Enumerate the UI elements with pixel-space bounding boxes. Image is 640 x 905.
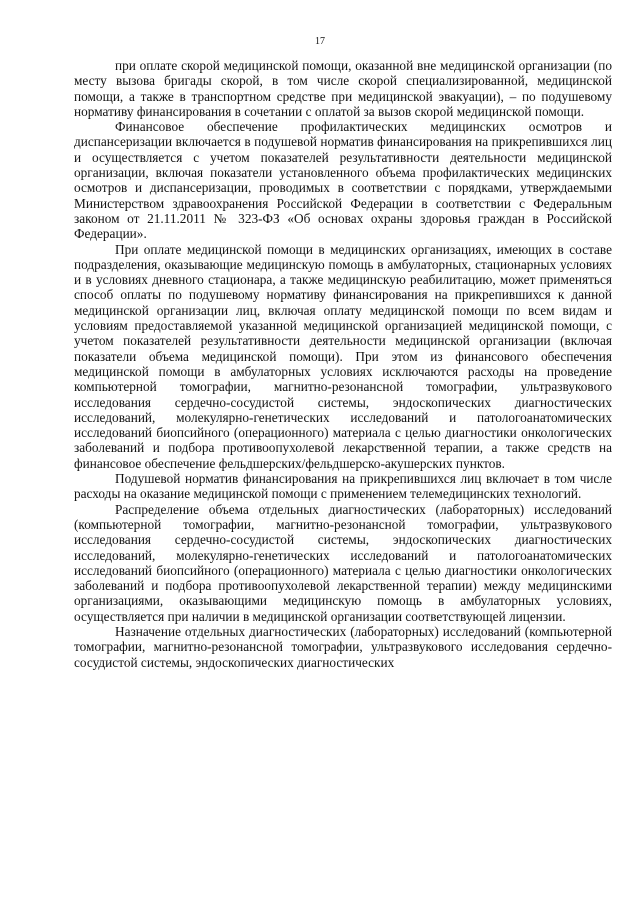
page-number: 17 xyxy=(315,36,325,47)
paragraph-diagnostics-assignment: Назначение отдельных диагностических (лабораторных) исследований (компьютерной томографии, магнитно-резонансной томографии, ультразвукового исследования сердечно-сосудистой системы, эндоскопических диагностических xyxy=(74,623,612,670)
paragraph-diagnostics-distribution: Распределение объема отдельных диагностических (лабораторных) исследований (компьютерной томографии, магнитно-резонансной томографии, ультразвукового исследования сердечно-сосудистой системы, эндоскопических диагностических исследований, молекулярно-генетических исследований и патологоанатомических исследований биопсийного (операционного) материала с целью диагностики онкологических заболеваний и подбора противоопухолевой лекарственной терапии) между медицинскими организациями, оказывающими медицинскую помощь в амбулаторных условиях, осуществляется при наличии в медицинской организации соответствующей лицензии. xyxy=(74,501,612,624)
paragraph-ambulance-payment: при оплате скорой медицинской помощи, оказанной вне медицинской организации (по месту вызова бригады скорой, в том числе скорой специализированной, медицинской помощи, а также в транспортном средстве при медицинской эвакуации), – по подушевому нормативу финансирования в сочетании с оплатой за вызов скорой медицинской помощи. xyxy=(74,58,612,119)
paragraph-telemedicine: Подушевой норматив финансирования на прикрепившихся лиц включает в том числе расходы на оказание медицинской помощи с применением телемедицинских технологий. xyxy=(74,471,612,502)
document-body xyxy=(74,58,612,670)
paragraph-per-capita-payment: При оплате медицинской помощи в медицинских организациях, имеющих в составе подразделения, оказывающие медицинскую помощь в амбулаторных, стационарных условиях и в условиях дневного стационара, а также медицинскую реабилитацию, может применяться способ оплаты по подушевому нормативу финансирования на прикрепившихся к данной медицинской организации лиц, включая оплату медицинской помощи по всем видам и условиям предоставляемой указанной медицинской организацией медицинской помощи, с учетом показателей результативности деятельности медицинской организации (включая показатели объема медицинской помощи). При этом из финансового обеспечения медицинской помощи в амбулаторных условиях исключаются расходы на проведение компьютерной томографии, магнитно-резонансной томографии, ультразвукового исследования сердечно-сосудистой системы, эндоскопических диагностических исследований, молекулярно-генетических исследований и патологоанатомических исследований биопсийного (операционного) материала с целью диагностики онкологических заболеваний и подбора противоопухолевой лекарственной терапии, а также средств на финансовое обеспечение фельдшерских/фельдшерско-акушерских пунктов. xyxy=(74,241,612,471)
paragraph-preventive-exams: Финансовое обеспечение профилактических медицинских осмотров и диспансеризации включается в подушевой норматив финансирования на прикрепившихся лиц и осуществляется с учетом показателей результативности деятельности медицинской организации, включая показатели установленного объема профилактических медицинских осмотров и диспансеризации, проводимых в соответствии с порядками, утверждаемыми Министерством здравоохранения Российской Федерации в соответствии с Федеральным законом от 21.11.2011 № 323-ФЗ «Об основах охраны здоровья граждан в Российской Федерации». xyxy=(74,119,612,242)
